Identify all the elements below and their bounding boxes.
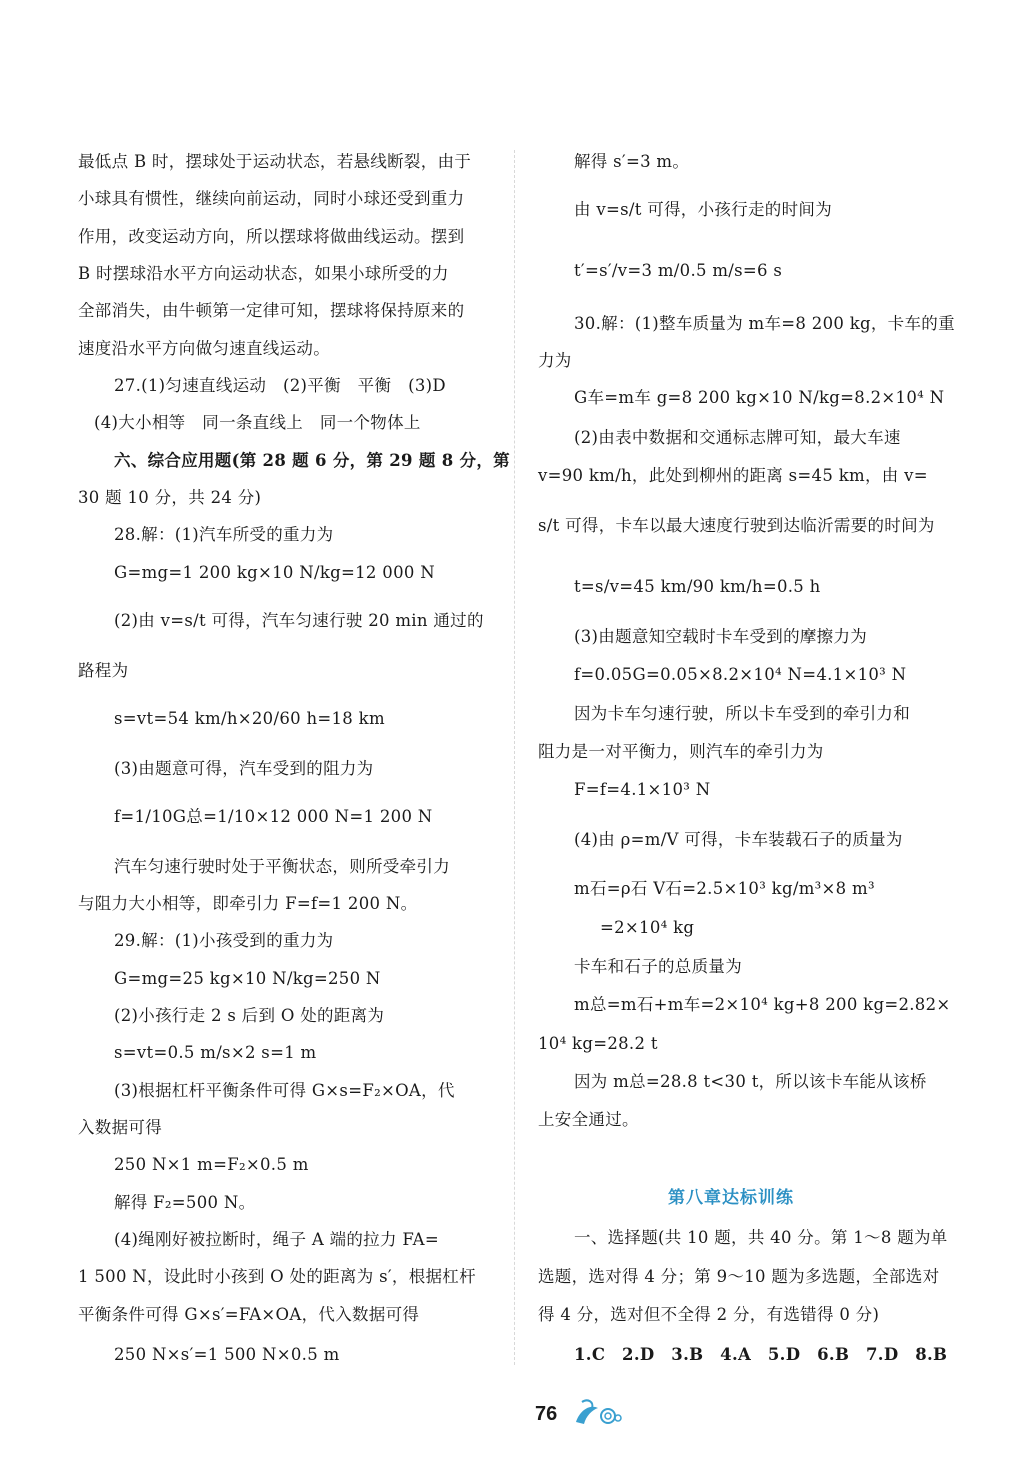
text-line: 因为 m总=28.8 t<30 t，所以该卡车能从该桥 bbox=[574, 1072, 927, 1091]
text-line: (3)由题意可得，汽车受到的阻力为 bbox=[114, 759, 374, 778]
formula-line: F=f=4.1×10³ N bbox=[574, 780, 711, 799]
formula-line: t′=s′/v=3 m/0.5 m/s=6 s bbox=[574, 261, 783, 280]
formula-line: m石=ρ石 V石=2.5×10³ kg/m³×8 m³ bbox=[574, 879, 875, 898]
text-line: 卡车和石子的总质量为 bbox=[574, 957, 742, 976]
section-heading: 六、综合应用题(第 28 题 6 分，第 29 题 8 分，第 bbox=[114, 451, 510, 470]
answer-27-line: (4)大小相等 同一条直线上 同一个物体上 bbox=[94, 413, 421, 432]
formula-line: G车=m车 g=8 200 kg×10 N/kg=8.2×10⁴ N bbox=[574, 388, 945, 407]
text-line: 最低点 B 时，摆球处于运动状态，若悬线断裂，由于 bbox=[78, 152, 472, 171]
page-number: 76 bbox=[535, 1403, 558, 1425]
formula-line: G=mg=25 kg×10 N/kg=250 N bbox=[114, 969, 381, 988]
text-line: (2)由 v=s/t 可得，汽车匀速行驶 20 min 通过的 bbox=[114, 611, 484, 630]
answer-30-line: 30.解：(1)整车质量为 m车=8 200 kg，卡车的重 bbox=[574, 314, 955, 333]
answer-29-line: 29.解：(1)小孩受到的重力为 bbox=[114, 931, 334, 950]
formula-line: f=0.05G=0.05×8.2×10⁴ N=4.1×10³ N bbox=[574, 665, 907, 684]
formula-line: =2×10⁴ kg bbox=[600, 918, 695, 937]
text-line: (3)由题意知空载时卡车受到的摩擦力为 bbox=[574, 627, 868, 646]
text-line: v=90 km/h，此处到柳州的距离 s=45 km，由 v= bbox=[538, 466, 928, 485]
text-line: 速度沿水平方向做匀速直线运动。 bbox=[78, 339, 330, 358]
text-line: 1 500 N，设此时小孩到 O 处的距离为 s′，根据杠杆 bbox=[78, 1267, 476, 1286]
text-line: s/t 可得，卡车以最大速度行驶到达临沂需要的时间为 bbox=[538, 516, 935, 535]
answer-27-line: 27.(1)匀速直线运动 (2)平衡 平衡 (3)D bbox=[114, 376, 446, 395]
text-line: 得 4 分，选对但不全得 2 分，有选错得 0 分) bbox=[538, 1305, 880, 1324]
text-line: (2)由表中数据和交通标志牌可知，最大车速 bbox=[574, 428, 901, 447]
text-line: 阻力是一对平衡力，则汽车的牵引力为 bbox=[538, 742, 824, 761]
formula-line: s=vt=0.5 m/s×2 s=1 m bbox=[114, 1043, 317, 1062]
swirl-logo-icon bbox=[572, 1396, 624, 1428]
formula-line: t=s/v=45 km/90 km/h=0.5 h bbox=[574, 577, 821, 596]
text-line: 入数据可得 bbox=[78, 1118, 162, 1137]
formula-line: 250 N×1 m=F₂×0.5 m bbox=[114, 1155, 309, 1174]
text-line: 力为 bbox=[538, 351, 572, 370]
formula-line: 250 N×s′=1 500 N×0.5 m bbox=[114, 1345, 340, 1364]
formula-line: 10⁴ kg=28.2 t bbox=[538, 1034, 658, 1053]
text-line: 上安全通过。 bbox=[538, 1110, 639, 1129]
text-line: (2)小孩行走 2 s 后到 O 处的距离为 bbox=[114, 1006, 385, 1025]
text-line: 解得 s′=3 m。 bbox=[574, 152, 690, 171]
text-line: 选题，选对得 4 分；第 9～10 题为多选题，全部选对 bbox=[538, 1267, 940, 1286]
formula-line: m总=m石+m车=2×10⁴ kg+8 200 kg=2.82× bbox=[574, 995, 951, 1014]
text-line: (4)绳刚好被拉断时，绳子 A 端的拉力 FA= bbox=[114, 1230, 439, 1249]
chapter-heading: 第八章达标训练 bbox=[668, 1188, 794, 1208]
text-line: 全部消失，由牛顿第一定律可知，摆球将保持原来的 bbox=[78, 301, 465, 320]
formula-line: f=1/10G总=1/10×12 000 N=1 200 N bbox=[114, 807, 433, 826]
text-line: 小球具有惯性，继续向前运动，同时小球还受到重力 bbox=[78, 189, 465, 208]
section-heading: 一、选择题(共 10 题，共 40 分。第 1～8 题为单 bbox=[574, 1228, 948, 1247]
answer-key-line: 1.C 2.D 3.B 4.A 5.D 6.B 7.D 8.B bbox=[574, 1345, 948, 1364]
text-line: 解得 F₂=500 N。 bbox=[114, 1193, 256, 1212]
text-line: 平衡条件可得 G×s′=FA×OA，代入数据可得 bbox=[78, 1305, 420, 1324]
text-line: 路程为 bbox=[78, 661, 129, 680]
text-line: 30 题 10 分，共 24 分) bbox=[78, 488, 262, 507]
formula-line: G=mg=1 200 kg×10 N/kg=12 000 N bbox=[114, 563, 435, 582]
answer-28-line: 28.解：(1)汽车所受的重力为 bbox=[114, 525, 334, 544]
formula-line: s=vt=54 km/h×20/60 h=18 km bbox=[114, 709, 385, 728]
text-line: 汽车匀速行驶时处于平衡状态，则所受牵引力 bbox=[114, 857, 450, 876]
text-line: (4)由 ρ=m/V 可得，卡车装载石子的质量为 bbox=[574, 830, 903, 849]
text-line: (3)根据杠杆平衡条件可得 G×s=F₂×OA，代 bbox=[114, 1081, 455, 1100]
text-line: 因为卡车匀速行驶，所以卡车受到的牵引力和 bbox=[574, 704, 910, 723]
text-line: 与阻力大小相等，即牵引力 F=f=1 200 N。 bbox=[78, 894, 418, 913]
text-line: B 时摆球沿水平方向运动状态，如果小球所受的力 bbox=[78, 264, 449, 283]
column-divider bbox=[514, 150, 515, 1365]
text-line: 由 v=s/t 可得，小孩行走的时间为 bbox=[574, 200, 832, 219]
text-line: 作用，改变运动方向，所以摆球将做曲线运动。摆到 bbox=[78, 227, 465, 246]
